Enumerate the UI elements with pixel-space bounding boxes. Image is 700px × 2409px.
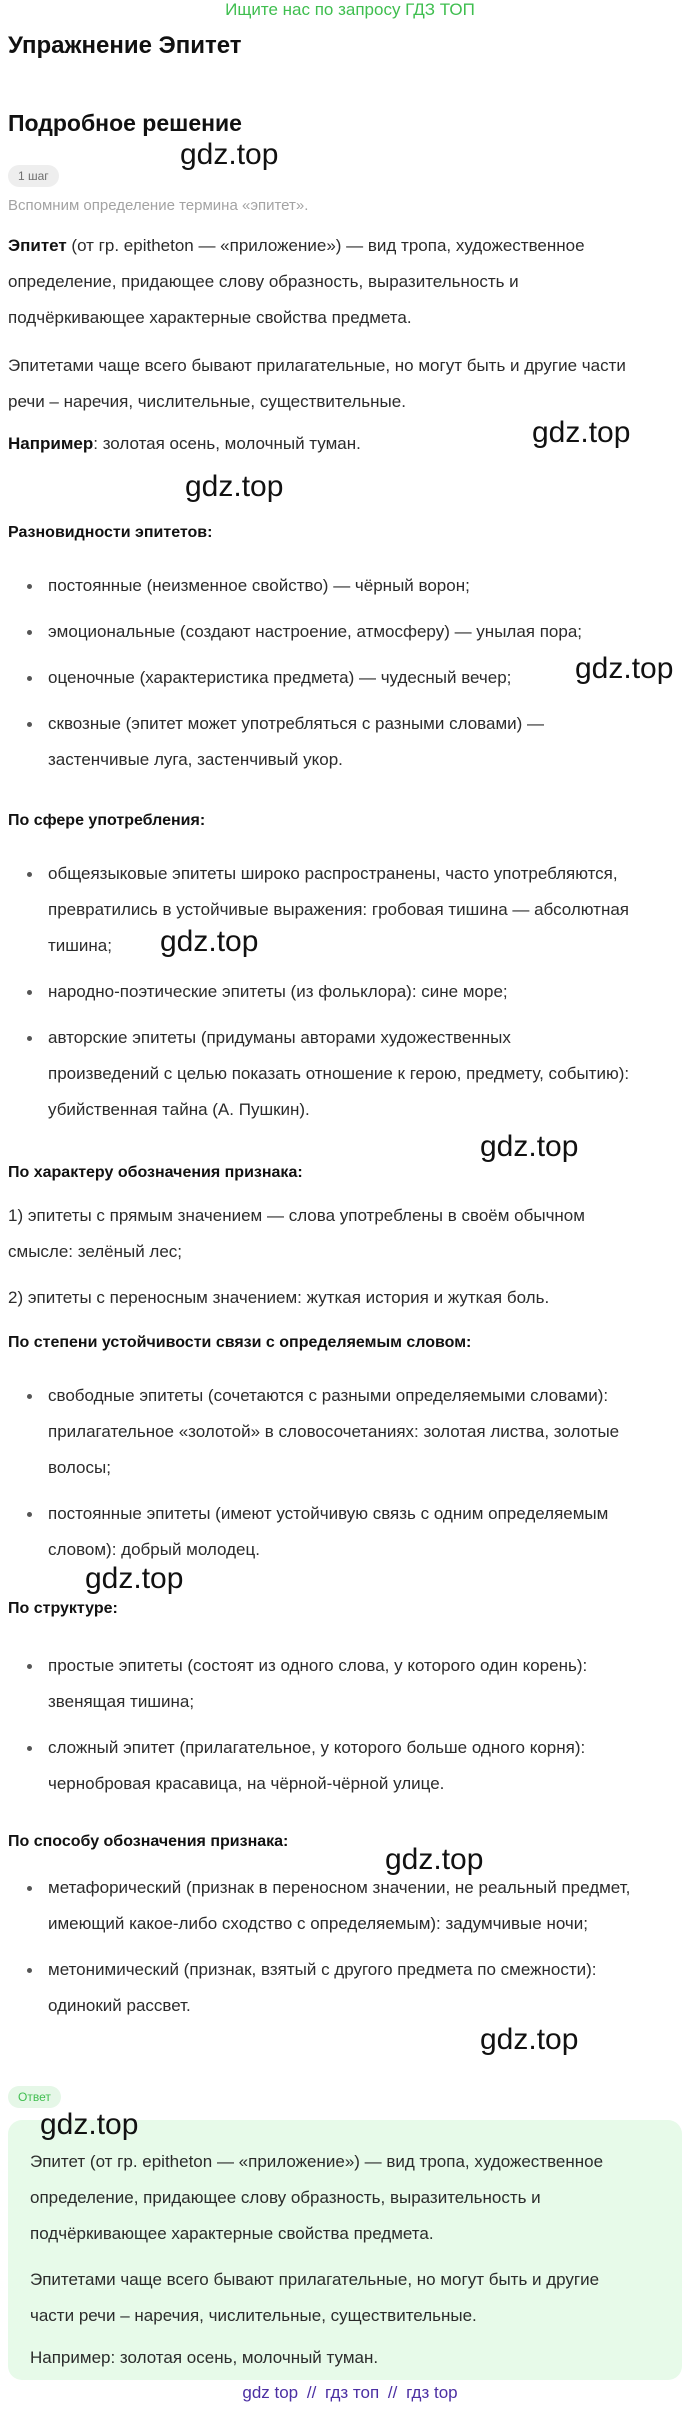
page-title: Упражнение Эпитет [8, 32, 242, 59]
example-text: : золотая осень, молочный туман. [93, 434, 361, 453]
list-item: метафорический (признак в переносном значении, не реальный предмет, имеющий какое-либо сходство с определяемым): задумчивые ночи; [8, 1870, 668, 1942]
top-banner[interactable]: Ищите нас по запросу ГДЗ ТОП [225, 0, 475, 19]
footer-link[interactable]: gdz top [242, 2383, 299, 2402]
structure-list [8, 1648, 668, 1812]
parts-paragraph [8, 348, 628, 420]
list-item: авторские эпитеты (придуманы авторами художественных произведений с целью показать отношение к герою, предмету, событию): убийственная тайна (А. Пушкин). [8, 1020, 668, 1128]
usage-heading: По сфере употребления: [8, 812, 206, 829]
list-item: народно-поэтические эпитеты (из фольклора): сине море; [8, 974, 668, 1010]
list-item: постоянные эпитеты (имеют устойчивую связь с одним определяемым словом): добрый молодец. [8, 1496, 668, 1568]
list-item: свободные эпитеты (сочетаются с разными определяемыми словами): прилагательное «золотой» в словосочетаниях: золотая листва, золотые волосы; [8, 1378, 668, 1486]
list-item: постоянные (неизменное свойство) — чёрный ворон; [8, 568, 668, 604]
watermark: gdz.top [185, 470, 284, 503]
list-item: метонимический (признак, взятый с другого предмета по смежности): одинокий рассвет. [8, 1952, 668, 2024]
method-heading: По способу обозначения признака: [8, 1833, 289, 1850]
watermark: gdz.top [40, 2108, 139, 2141]
list-item: оценочные (характеристика предмета) — чудесный вечер; [8, 660, 668, 696]
answer-example: Например: золотая осень, молочный туман. [30, 2348, 379, 2367]
footer-separator: // [387, 2383, 398, 2402]
answer-badge: Ответ [8, 2086, 61, 2108]
definition-term: Эпитет [8, 236, 67, 255]
watermark: gdz.top [480, 1130, 579, 1163]
definition-text: (от гр. epitheton — «приложение») — вид тропа, художественное [66, 236, 585, 255]
list-item: простые эпитеты (состоят из одного слова, у которого один корень): звенящая тишина; [8, 1648, 668, 1720]
watermark: gdz.top [85, 1562, 184, 1595]
definition-text: подчёркивающее характерные свойства предмета. [8, 308, 412, 327]
parts-text: речи – наречия, числительные, существительные. [8, 392, 406, 411]
step-badge: 1 шаг [8, 165, 59, 187]
watermark: gdz.top [532, 416, 631, 449]
watermark: gdz.top [160, 925, 259, 958]
watermark: gdz.top [385, 1843, 484, 1876]
character-item-1: 1) эпитеты с прямым значением — слова употреблены в своём обычном смысле: зелёный лес; [8, 1206, 585, 1261]
list-item: сквозные (эпитет может употребляться с разными словами) — застенчивые луга, застенчивый укор. [8, 706, 668, 778]
footer-link[interactable]: гдз топ [325, 2383, 380, 2402]
parts-text: Эпитетами чаще всего бывают прилагательные, но могут быть и другие части [8, 356, 626, 375]
definition-text: определение, придающее слову образность, выразительность и [8, 272, 519, 291]
footer-separator: // [306, 2383, 317, 2402]
watermark: gdz.top [180, 138, 279, 171]
usage-list [8, 856, 668, 1138]
varieties-heading: Разновидности эпитетов: [8, 524, 213, 541]
watermark: gdz.top [575, 652, 674, 685]
stability-heading: По степени устойчивости связи с определяемым словом: [8, 1334, 472, 1351]
answer-definition: Эпитет (от гр. epitheton — «приложение») — вид тропа, художественное определение, придающее слову образность, выразительность и подчёркивающее характерные свойства предмета. [30, 2152, 604, 2243]
definition-paragraph [8, 228, 628, 336]
structure-heading: По структуре: [8, 1600, 118, 1617]
watermark: gdz.top [480, 2023, 579, 2056]
list-item: общеязыковые эпитеты широко распространены, часто употребляются, превратились в устойчивые выражения: гробовая тишина — абсолютная тишина; [8, 856, 668, 964]
character-heading: По характеру обозначения признака: [8, 1164, 303, 1181]
answer-parts: Эпитетами чаще всего бывают прилагательные, но могут быть и другие части речи – наречия, числительные, существительные. [30, 2270, 600, 2325]
footer-link[interactable]: гдз top [406, 2383, 458, 2402]
footer-links [0, 2383, 700, 2403]
varieties-list [8, 568, 668, 788]
intro-note: Вспомним определение термина «эпитет». [8, 197, 309, 214]
character-item-2: 2) эпитеты с переносным значением: жуткая история и жуткая боль. [8, 1288, 550, 1307]
example-label: Например [8, 434, 94, 453]
method-list [8, 1870, 668, 2034]
stability-list [8, 1378, 668, 1578]
section-title: Подробное решение [8, 110, 242, 136]
list-item: эмоциональные (создают настроение, атмосферу) — унылая пора; [8, 614, 668, 650]
list-item: сложный эпитет (прилагательное, у которого больше одного корня): чернобровая красавица, на чёрной-чёрной улице. [8, 1730, 668, 1802]
